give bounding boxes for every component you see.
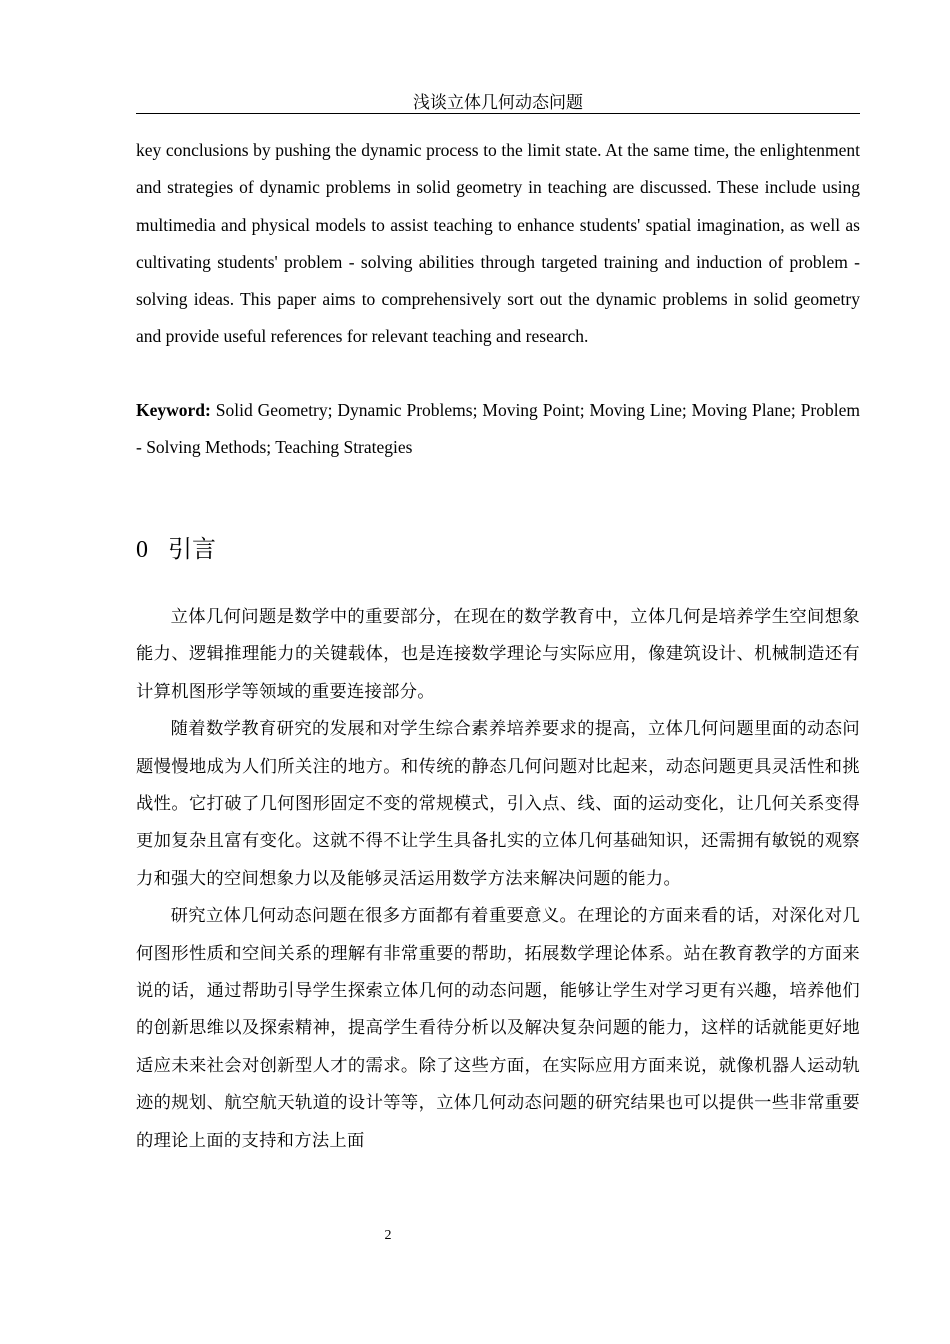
paragraph-3: 研究立体几何动态问题在很多方面都有着重要意义。在理论的方面来看的话，对深化对几何图形性质和空间关系的理解有非常重要的帮助，拓展数学理论体系。站在教育教学的方面来说的话，通过帮助引导学生探索立体几何的动态问题，能够让学生对学习更有兴趣，培养他们的创新思维以及探索精神，提高学生看待分析以及解决复杂问题的能力，这样的话就能更好地适应未来社会对创新型人才的需求。除了这些方面，在实际应用方面来说，就像机器人运动轨迹的规划、航空航天轨道的设计等等，立体几何动态问题的研究结果也可以提供一些非常重要的理论上面的支持和方法上面 bbox=[136, 906, 860, 1151]
running-header: 浅谈立体几何动态问题 bbox=[413, 93, 583, 113]
keywords-label: Keyword: bbox=[136, 400, 211, 420]
paragraph-2: 随着数学教育研究的发展和对学生综合素养培养要求的提高，立体几何问题里面的动态问题慢慢地成为人们所关注的地方。和传统的静态几何问题对比起来，动态问题更具灵活性和挑战性。它打破了几何图形固定不变的常规模式，引入点、线、面的运动变化，让几何关系变得更加复杂且富有变化。这就不得不让学生具备扎实的立体几何基础知识，还需拥有敏锐的观察力和强大的空间想象力以及能够灵活运用数学方法来解决问题的能力。 bbox=[136, 719, 860, 889]
section-title: 引言 bbox=[168, 535, 216, 563]
header-rule bbox=[136, 113, 860, 114]
section-heading bbox=[136, 532, 216, 567]
abstract-continuation: key conclusions by pushing the dynamic process to the limit state. At the same time, the enlightenment and strategies of dynamic problems in solid geometry in teaching are discussed. These include using multimedia and physical models to assist teaching to enhance students' spatial imagination, as well as cultivating students' problem - solving abilities through targeted training and induction of problem - solving ideas. This paper aims to comprehensively sort out the dynamic problems in solid geometry and provide useful references for relevant teaching and research. bbox=[136, 140, 860, 347]
keywords-text: Solid Geometry; Dynamic Problems; Moving Point; Moving Line; Moving Plane; Problem - Solving Methods; Teaching Strategies bbox=[136, 400, 860, 457]
section-body bbox=[136, 599, 860, 1160]
keywords-line bbox=[136, 392, 860, 466]
paragraph-1: 立体几何问题是数学中的重要部分，在现在的数学教育中，立体几何是培养学生空间想象能力、逻辑推理能力的关键载体，也是连接数学理论与实际应用，像建筑设计、机械制造还有计算机图形学等领域的重要连接部分。 bbox=[136, 607, 860, 702]
page-number: 2 bbox=[384, 1228, 392, 1243]
section-number: 0 bbox=[136, 537, 148, 563]
